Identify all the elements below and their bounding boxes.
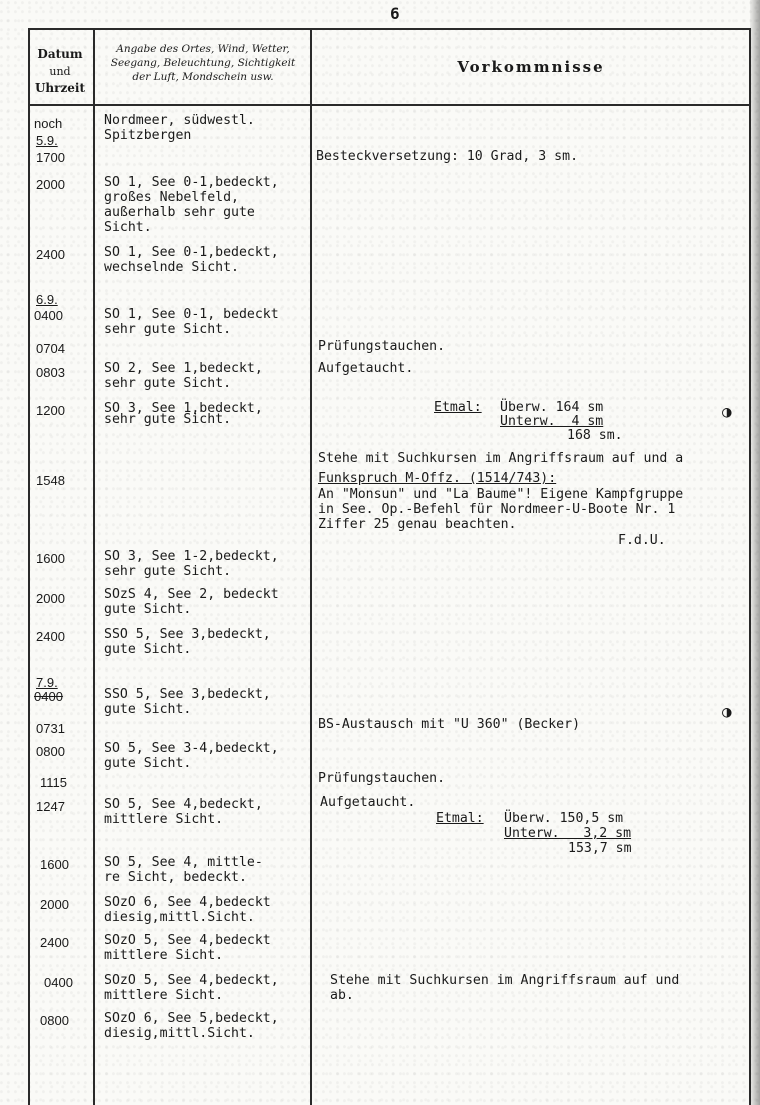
- location-text: Nordmeer, südwestl.: [104, 113, 255, 128]
- weather-text: gute Sicht.: [104, 756, 192, 771]
- weather-text: re Sicht, bedeckt.: [104, 870, 247, 885]
- weather-text: SOzO 6, See 4,bedeckt: [104, 895, 271, 910]
- weather-text: sehr gute Sicht.: [104, 564, 232, 579]
- event-text: Funkspruch M-Offz. (1514/743):: [318, 471, 557, 486]
- etmal-submerged: Unterw. 3,2 sm: [504, 826, 632, 841]
- date-label: 7.9.: [36, 675, 58, 690]
- page-number: 6: [390, 4, 400, 23]
- weather-text: gute Sicht.: [104, 702, 192, 717]
- table-top-border: [28, 28, 750, 30]
- etmal-total: 168 sm.: [567, 428, 623, 443]
- date-label: noch: [34, 116, 63, 131]
- signature-text: F.d.U.: [618, 533, 666, 548]
- moon-symbol-icon: ◑: [722, 702, 732, 721]
- time-cell: 0704: [36, 341, 65, 356]
- event-text: in See. Op.-Befehl für Nordmeer-U-Boote Nr. 1: [318, 502, 676, 517]
- weather-text: wechselnde Sicht.: [104, 260, 239, 275]
- etmal-total: 153,7 sm: [568, 841, 632, 856]
- etmal-submerged: Unterw. 4 sm: [500, 414, 604, 429]
- event-text: Prüfungstauchen.: [318, 339, 446, 354]
- weather-text: außerhalb sehr gute: [104, 205, 255, 220]
- etmal-surfaced: Überw. 164 sm: [500, 400, 604, 415]
- weather-text: SO 1, See 0-1,bedeckt,: [104, 245, 279, 260]
- weather-text: SO 2, See 1,bedeckt,: [104, 361, 263, 376]
- weather-text: SO 1, See 0-1,bedeckt,: [104, 175, 279, 190]
- event-text: An "Monsun" und "La Baume"! Eigene Kampfgruppe: [318, 487, 684, 502]
- header-ort-line: Angabe des Ortes, Wind, Wetter,: [116, 43, 290, 55]
- weather-text: SSO 5, See 3,bedeckt,: [104, 627, 271, 642]
- time-cell: 1600: [36, 551, 65, 566]
- time-cell: 0800: [36, 744, 65, 759]
- column-divider-ort: [310, 28, 312, 1105]
- weather-text: SO 5, See 4, mittle-: [104, 855, 263, 870]
- weather-text: gute Sicht.: [104, 642, 192, 657]
- weather-text: sehr gute Sicht.: [104, 376, 232, 391]
- weather-text: SOzS 4, See 2, bedeckt: [104, 587, 279, 602]
- header-separator: [28, 104, 750, 106]
- event-text: Stehe mit Suchkursen im Angriffsraum auf und a: [318, 451, 684, 466]
- weather-text: SO 3, See 1-2,bedeckt,: [104, 549, 279, 564]
- header-ort: [96, 42, 310, 84]
- time-cell: 0800: [40, 1013, 69, 1028]
- weather-text: SO 3, See 1,bedeckt,: [104, 401, 263, 416]
- time-cell: 0400: [34, 308, 63, 323]
- time-cell: 2000: [36, 591, 65, 606]
- weather-text: SO 5, See 3-4,bedeckt,: [104, 741, 279, 756]
- weather-text: Sicht.: [104, 220, 152, 235]
- time-cell: 2400: [40, 935, 69, 950]
- time-cell: 2000: [40, 897, 69, 912]
- time-cell: 2000: [36, 177, 65, 192]
- time-cell: 1200: [36, 403, 65, 418]
- header-datum-line: Datum: [37, 47, 83, 61]
- weather-text: mittlere Sicht.: [104, 948, 224, 963]
- date-label: 5.9.: [36, 133, 58, 148]
- event-text: BS-Austausch mit "U 360" (Becker): [318, 717, 581, 732]
- time-cell: 0803: [36, 365, 65, 380]
- event-text: Besteckversetzung: 10 Grad, 3 sm.: [316, 149, 579, 164]
- page-edge-shadow: [750, 0, 760, 1105]
- weather-text: gute Sicht.: [104, 602, 192, 617]
- time-cell: 0400: [34, 689, 63, 704]
- header-ort-line: der Luft, Mondschein usw.: [132, 71, 274, 83]
- event-text: ab.: [330, 988, 354, 1003]
- weather-text: mittlere Sicht.: [104, 988, 224, 1003]
- header-datum-line: und: [49, 65, 71, 78]
- location-text: Spitzbergen: [104, 128, 192, 143]
- weather-text: SO 1, See 0-1, bedeckt: [104, 307, 279, 322]
- time-cell: 2400: [36, 629, 65, 644]
- weather-text: SO 5, See 4,bedeckt,: [104, 797, 263, 812]
- date-label: 6.9.: [36, 292, 58, 307]
- header-datum: [28, 46, 92, 97]
- time-cell: 1600: [40, 857, 69, 872]
- etmal-surfaced: Überw. 150,5 sm: [504, 811, 624, 826]
- weather-text: mittlere Sicht.: [104, 812, 224, 827]
- weather-text: diesig,mittl.Sicht.: [104, 910, 255, 925]
- header-ort-line: Seegang, Beleuchtung, Sichtigkeit: [110, 57, 296, 69]
- header-vorkommnisse: Vorkommnisse: [457, 58, 605, 76]
- time-cell: 1115: [40, 775, 67, 790]
- time-cell: 1247: [36, 799, 65, 814]
- weather-text: SSO 5, See 3,bedeckt,: [104, 687, 271, 702]
- weather-text: sehr gute Sicht.: [104, 412, 232, 427]
- weather-text: SOzO 5, See 4,bedeckt,: [104, 973, 279, 988]
- weather-text: großes Nebelfeld,: [104, 190, 239, 205]
- etmal-label: Etmal:: [434, 400, 482, 415]
- time-cell: 0400: [44, 975, 73, 990]
- time-cell: 1700: [36, 150, 65, 165]
- time-cell: 2400: [36, 247, 65, 262]
- header-datum-line: Uhrzeit: [34, 81, 86, 95]
- weather-text: diesig,mittl.Sicht.: [104, 1026, 255, 1041]
- event-text: Prüfungstauchen.: [318, 771, 446, 786]
- weather-text: SOzO 6, See 5,bedeckt,: [104, 1011, 279, 1026]
- event-text: Aufgetaucht.: [318, 361, 414, 376]
- event-text: Aufgetaucht.: [320, 795, 416, 810]
- moon-symbol-icon: ◑: [722, 402, 732, 421]
- time-cell: 1548: [36, 473, 65, 488]
- column-divider-datum: [93, 28, 95, 1105]
- event-text: Stehe mit Suchkursen im Angriffsraum auf und: [330, 973, 680, 988]
- weather-text: sehr gute Sicht.: [104, 322, 232, 337]
- event-text: Ziffer 25 genau beachten.: [318, 517, 517, 532]
- weather-text: SOzO 5, See 4,bedeckt: [104, 933, 271, 948]
- table-left-border: [28, 28, 30, 1105]
- time-cell: 0731: [36, 721, 65, 736]
- table-right-border: [749, 28, 751, 1105]
- etmal-label: Etmal:: [436, 811, 484, 826]
